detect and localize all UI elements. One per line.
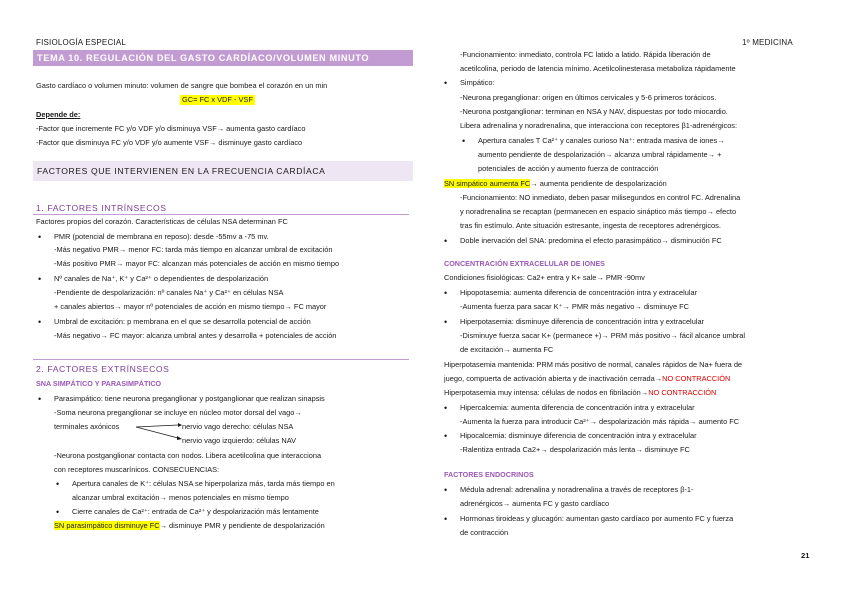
- iones-bullet: • Hiperpotasemia: disminuye diferencia de concentración intra y extracelular: [460, 317, 704, 327]
- iones-line: -Ralentiza entrada Ca2+→ despolarización más lenta→ disminuye FC: [460, 445, 690, 454]
- formula: GC= FC x VDF - VSF: [182, 95, 253, 104]
- extrinsecos-line: terminales axónicos: [54, 422, 120, 431]
- intrinsecos-bullet: • PMR (potencial de membrana en reposo): desde -55mv a -75 mv.: [54, 232, 269, 242]
- extrinsecos-bullet: • Parasimpático: tiene neurona preganglionar y postganglionar que realizan sinapsis: [54, 394, 325, 404]
- intrinsecos-line: -Más negativo→ FC mayor: alcanza umbral antes y desarrolla + potenciales de acción: [54, 331, 337, 340]
- extrinsecos-line: con receptores muscarínicos. CONSECUENCIAS:: [54, 465, 220, 474]
- intrinsecos-bullet: • Nº canales de Na⁺, K⁺ y Ca²⁺ o dependientes de despolarización: [54, 274, 268, 284]
- extrinsecos-bullet: • Apertura canales de K⁺: células NSA se hiperpolariza más, tarda más tiempo en: [72, 479, 335, 489]
- right-line: -Neurona preganglionar: origen en últimos cervicales y 5-6 primeros torácicos.: [460, 93, 717, 102]
- right-line: Libera adrenalina y noradrenalina, que interacciona con receptores β1-adrenérgicos:: [460, 121, 738, 130]
- endocrinos-bullet: • Hormonas tiroideas y glucagón: aumentan gasto cardíaco por aumento FC y fuerza: [460, 514, 733, 524]
- intrinsecos-title: 1. FACTORES INTRÍNSECOS: [36, 203, 167, 213]
- extrinsecos-subtitle: SNA SIMPÁTICO Y PARASIMPÁTICO: [36, 379, 162, 388]
- right-line: -Funcionamiento: NO inmediato, deben pasar milisegundos en control FC. Adrenalina: [460, 193, 741, 202]
- header-right: 1º MEDICINA: [742, 38, 793, 47]
- factor-down: -Factor que disminuya FC y/o VDF y/o aumente VSF→ disminuye gasto cardíaco: [36, 138, 303, 147]
- topic-title: TEMA 10. REGULACIÓN DEL GASTO CARDÍACO/VOLUMEN MINUTO: [33, 50, 413, 66]
- right-bullet: • Simpático:: [460, 78, 495, 88]
- iones-line: -Aumenta la fuerza para introducir Ca²⁺→ despolarización más rápida→ aumento FC: [460, 417, 740, 426]
- iones-bullet: • Hipocalcemia: disminuye diferencia de concentración intra y extracelular: [460, 431, 697, 441]
- right-line: acetilcolina, periodo de latencia mínimo. Acetilcolinesterasa metaboliza rápidamente: [460, 64, 736, 73]
- right-line: potenciales de acción y aumento fuerza de contracción: [478, 164, 659, 173]
- iones-line: Hiperpotasemia mantenida: PRM más positivo de normal, canales rápidos de Na+ fuera de: [444, 360, 743, 369]
- intro-line: Gasto cardíaco o volumen minuto: volumen de sangre que bombea el corazón en un min: [36, 81, 328, 90]
- extrinsecos-title: 2. FACTORES EXTRÍNSECOS: [36, 364, 170, 374]
- intrinsecos-line: -Pendiente de despolarización: nº canales Na⁺ y Ca²⁺ en células NSA: [54, 288, 284, 297]
- extrinsecos-line: -Soma neurona preganglionar se incluye en núcleo motor dorsal del vago→: [54, 408, 302, 417]
- no-contraccion-label: NO CONTRACCIÓN: [648, 388, 717, 397]
- page-number: 21: [801, 551, 810, 560]
- intrinsecos-bullet: • Umbral de excitación: p membrana en el que se desarrolla potencial de acción: [54, 317, 311, 327]
- iones-line-fibrilacion: Hiperpotasemia muy intensa: células de nodos en fibrilación→NO CONTRACCIÓN: [444, 388, 717, 397]
- no-contraccion-label: NO CONTRACCIÓN: [662, 374, 731, 383]
- intrinsecos-line: -Más positivo PMR→ mayor FC: alcanzan más potenciales de acción en mismo tiempo: [54, 259, 340, 268]
- extrinsecos-rule-top: [33, 359, 409, 360]
- simpatico-summary: SN simpático aumenta FC→ aumenta pendiente de despolarización: [444, 179, 667, 188]
- header-left: FISIOLOGÍA ESPECIAL: [36, 38, 127, 47]
- endocrinos-line: adrenérgicos→ aumenta FC y gasto cardíaco: [460, 499, 610, 508]
- iones-bullet: • Hipercalcemia: aumenta diferencia de concentración intra y extracelular: [460, 403, 695, 413]
- vago-izquierdo: nervio vago izquierdo: células NAV: [182, 436, 297, 445]
- iones-title: CONCENTRACIÓN EXTRACELULAR DE IONES: [444, 259, 605, 268]
- endocrinos-line: de contracción: [460, 528, 509, 537]
- simpatico-highlight: SN simpático aumenta FC: [444, 179, 531, 188]
- right-bullet: • Apertura canales T Ca²⁺ y canales curioso Na⁺: entrada masiva de iones→: [478, 136, 725, 146]
- iones-line: -Disminuye fuerza sacar K+ (permanece +)→ PRM más positivo→ fácil alcance umbral: [460, 331, 746, 340]
- extrinsecos-line: alcanzar umbral excitación→ menos potenciales en mismo tiempo: [72, 493, 289, 502]
- iones-line: -Aumenta fuerza para sacar K⁺→ PMR más negativo→ disminuye FC: [460, 302, 689, 311]
- endocrinos-bullet: • Médula adrenal: adrenalina y noradrenalina a través de receptores β-1-: [460, 485, 694, 495]
- right-line: -Funcionamiento: inmediato, controla FC latido a latido. Rápida liberación de: [460, 50, 711, 59]
- intrinsecos-rule: [33, 214, 409, 215]
- intrinsecos-line: Factores propios del corazón. Características de células NSA determinan FC: [36, 217, 288, 226]
- iones-line: Condiciones fisiológicas: Ca2+ entra y K+ sale→ PMR -90mv: [444, 273, 645, 282]
- right-line: aumento pendiente de despolarización→ alcanza umbral rápidamente→ +: [478, 150, 722, 159]
- intrinsecos-line: + canales abiertos→ mayor nº potenciales de acción en mismo tiempo→ FC mayor: [54, 302, 327, 311]
- right-line: tras fin estímulo. Ante situación estresante, ingesta de receptores adrenérgicos.: [460, 221, 721, 230]
- depende-de: Depende de:: [36, 110, 81, 119]
- vago-derecho: nervio vago derecho: células NSA: [182, 422, 294, 431]
- right-line: y noradrenalina se recaptan (permanecen en espacio sináptico más tiempo→ efecto: [460, 207, 737, 216]
- intrinsecos-line: -Más negativo PMR→ menor FC: tarda más tiempo en alcanzar umbral de excitación: [54, 245, 333, 254]
- parasimpatico-highlight: SN parasimpático disminuye FC: [54, 521, 160, 530]
- extrinsecos-bullet: • Cierre canales de Ca²⁺: entrada de Ca²⁺ y despolarización más lentamente: [72, 507, 319, 517]
- branch-arrows: [136, 420, 182, 442]
- iones-bullet: • Hipopotasemia: aumenta diferencia de concentración intra y extracelular: [460, 288, 697, 298]
- endocrinos-title: FACTORES ENDOCRINOS: [444, 470, 534, 479]
- right-line: -Neurona postganglionar: terminan en NSA y NAV, dispuestas por todo miocardio.: [460, 107, 728, 116]
- factor-up: -Factor que incremente FC y/o VDF y/o disminuya VSF→ aumenta gasto cardíaco: [36, 124, 306, 133]
- iones-line-contraccion: juego, compuerta de activación abierta y de inactivación cerrada→NO CONTRACCIÓN: [444, 374, 731, 383]
- iones-line: de excitación→ aumenta FC: [460, 345, 554, 354]
- parasimpatico-summary: SN parasimpático disminuye FC→ disminuye PMR y pendiente de despolarización: [54, 521, 325, 530]
- extrinsecos-line: -Neurona postganglionar contacta con nodos. Libera acetilcolina que interacciona: [54, 451, 322, 460]
- band-factores-fc: FACTORES QUE INTERVIENEN EN LA FRECUENCIA CARDÍACA: [33, 161, 413, 181]
- right-bullet: • Doble inervación del SNA: predomina el efecto parasimpático→ disminución FC: [460, 236, 722, 246]
